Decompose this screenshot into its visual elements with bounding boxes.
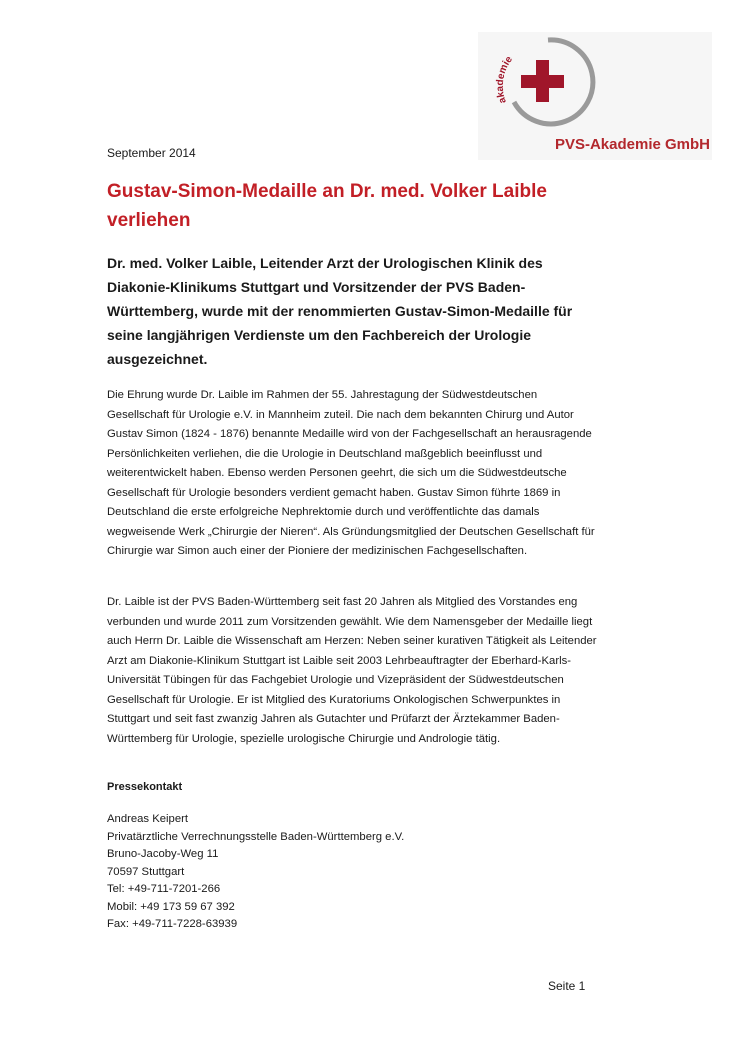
logo-graphic — [478, 32, 712, 142]
company-logo — [478, 32, 712, 160]
press-contact-block — [107, 811, 404, 934]
body-paragraph-1: Die Ehrung wurde Dr. Laible im Rahmen der 55. Jahrestagung der Südwestdeutschen Gesellschaft für Urologie e.V. in Mannheim zuteil. Die nach dem bekannten Chirurg und Autor Gustav Simon (1824 - 1876) benannte Medaille wird von der Fachgesellschaft an herausragende Persönlichkeiten verliehen, die die Urologie in Deutschland maßgeblich beeinflusst und weiterentwickelt haben. Ebenso werden Personen geehrt, die sich um die Südwestdeutsche Gesellschaft für Urologie besonders verdient gemacht haben. Gustav Simon führte 1869 in Deutschland die erste erfolgreiche Nephrektomie durch und veröffentlichte das damals wegweisende Werk „Chirurgie der Nieren“. Als Gründungsmitglied der Deutschen Gesellschaft für Chirurgie war Simon auch einer der Pioniere der medizinischen Fachgesellschaften. — [107, 389, 595, 557]
contact-street: Bruno-Jacoby-Weg 11 — [107, 848, 219, 860]
logo-company-name: PVS-Akademie GmbH — [554, 136, 710, 153]
logo-arc-text: akademie — [494, 54, 515, 105]
contact-fax: Fax: +49-711-7228-63939 — [107, 918, 238, 930]
contact-tel: Tel: +49-711-7201-266 — [107, 883, 221, 895]
press-contact-heading: Pressekontakt — [107, 781, 183, 793]
lead-paragraph: Dr. med. Volker Laible, Leitender Arzt der Urologischen Klinik des Diakonie-Klinikums Stuttgart und Vorsitzender der PVS Baden-Württemberg, wurde mit der renommierten Gustav-Simon-Medaille für seine langjährigen Verdienste um den Fachbereich der Urologie ausgezeichnet. — [107, 255, 573, 367]
body-paragraph-2: Dr. Laible ist der PVS Baden-Württemberg seit fast 20 Jahren als Mitglied des Vorstandes eng verbunden und wurde 2011 zum Vorsitzenden gewählt. Wie dem Namensgeber der Medaille liegt auch Herrn Dr. Laible die Wissenschaft am Herzen: Neben seiner kurativen Tätigkeit als Leitender Arzt am Diakonie-Klinikum Stuttgart ist Laible seit 2003 Lehrbeauftragter der Eberhard-Karls-Universität Tübingen für das Fachgebiet Urologie und Vizepräsident der Südwestdeutschen Gesellschaft für Urologie. Er ist Mitglied des Kuratoriums Onkologischen Schwerpunktes in Stuttgart und seit fast zwanzig Jahren als Gutachter und Prüfarzt der Ärztekammer Baden-Württemberg für Urologie, spezielle urologische Chirurgie und Andrologie tätig. — [107, 596, 597, 745]
contact-city: 70597 Stuttgart — [107, 865, 185, 878]
logo-cross-horizontal — [521, 75, 564, 88]
contact-name: Andreas Keipert — [107, 813, 189, 825]
contact-organization: Privatärztliche Verrechnungsstelle Baden-Württemberg e.V. — [107, 830, 405, 843]
contact-mobile: Mobil: +49 173 59 67 392 — [107, 900, 235, 913]
document-date: September 2014 — [107, 146, 196, 160]
page-number: Seite 1 — [548, 979, 586, 993]
page-title: Gustav-Simon-Medaille an Dr. med. Volker Laible verliehen — [107, 181, 547, 231]
